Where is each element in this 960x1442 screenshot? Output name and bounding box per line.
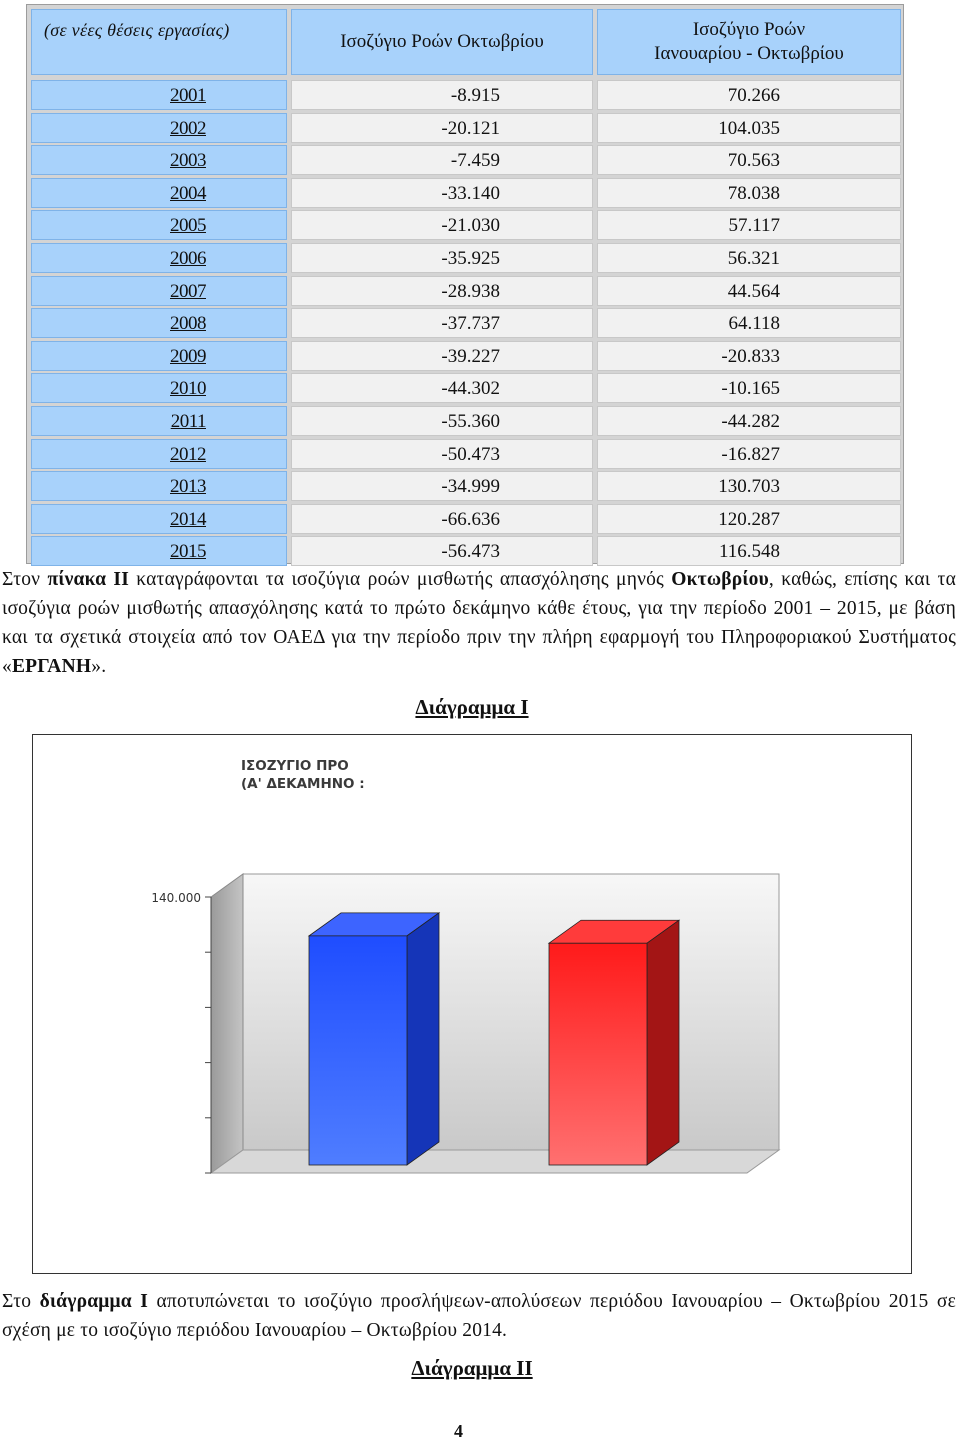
jan-oct-balance-cell [597, 504, 901, 534]
jan-oct-balance-cell-value: -16.827 [721, 443, 780, 465]
year-cell-value: 2003 [170, 150, 206, 172]
october-balance-cell-value: -50.473 [441, 443, 500, 465]
diagram-1-heading: Διάγραμμα Ι [415, 695, 529, 719]
bold-run: Οκτωβρίου [671, 569, 769, 590]
jan-oct-balance-cell-value: 78.038 [727, 182, 780, 204]
year-cell-value: 2011 [170, 411, 206, 432]
chart-side-wall [211, 874, 243, 1173]
table-description-paragraph [2, 565, 956, 681]
year-cell [31, 341, 287, 371]
year-cell [31, 373, 287, 403]
bar-2015-side [647, 920, 679, 1165]
jan-oct-balance-cell [597, 308, 901, 338]
bold-run: ΕΡΓΑΝΗ [11, 656, 92, 677]
table-header-jan-oct-line1: Ισοζύγιο Ροών [692, 19, 806, 40]
year-cell-value: 2014 [170, 508, 206, 530]
jan-oct-balance-cell [597, 341, 901, 371]
year-cell-value: 2002 [170, 117, 206, 139]
jan-oct-balance-cell-value: 44.564 [727, 280, 780, 302]
jan-oct-balance-cell [597, 471, 901, 501]
october-balance-cell-value: -55.360 [441, 411, 500, 432]
chart-floor [211, 1150, 779, 1173]
year-cell-value: 2005 [170, 215, 206, 237]
october-balance-cell [291, 471, 593, 501]
jan-oct-balance-cell [597, 406, 901, 436]
jan-oct-balance-cell [597, 178, 901, 208]
jan-oct-balance-cell-value: 120.287 [718, 508, 780, 530]
year-cell [31, 504, 287, 534]
october-balance-cell-value: -37.737 [441, 313, 500, 335]
october-balance-cell [291, 243, 593, 273]
october-balance-cell [291, 80, 593, 110]
chart-title-line1: ΙΣΟΖΥΓΙΟ ΠΡΟ [241, 758, 349, 774]
october-balance-cell-value: -28.938 [441, 280, 500, 302]
jan-oct-balance-cell [597, 145, 901, 175]
table-header-jan-oct [597, 9, 901, 75]
table-row [27, 536, 905, 566]
october-balance-cell-value: -20.121 [441, 117, 500, 139]
table-row [27, 80, 905, 110]
jan-oct-balance-cell [597, 243, 901, 273]
year-cell-value: 2006 [170, 248, 206, 269]
year-cell [31, 439, 287, 469]
year-cell [31, 471, 287, 501]
october-balance-cell [291, 341, 593, 371]
jan-oct-balance-cell [597, 373, 901, 403]
october-balance-cell [291, 439, 593, 469]
october-balance-cell-value: -35.925 [441, 248, 500, 269]
october-balance-cell [291, 210, 593, 240]
text-run: Στο [2, 1291, 40, 1312]
october-balance-cell-value: -7.459 [450, 150, 500, 172]
year-cell [31, 243, 287, 273]
flows-table [26, 4, 904, 564]
jan-oct-balance-cell-value: 70.563 [727, 150, 780, 172]
october-balance-cell [291, 406, 593, 436]
october-balance-cell-value: -21.030 [441, 215, 500, 237]
jan-oct-balance-cell-value: 116.548 [718, 541, 780, 563]
year-cell-value: 2015 [170, 541, 206, 563]
year-cell-value: 2009 [170, 345, 206, 367]
october-balance-cell [291, 536, 593, 566]
october-balance-cell-value: -39.227 [441, 345, 500, 367]
table-row [27, 178, 905, 208]
text-run: , καθώς, επίσης και τα ισοζύγια ροών μισθωτής απασχόλησης κατά το πρώτο δεκάμηνο κάθε έτους, για την περίοδο 2001 – 2015, με βάση και τα σχετικά στοιχεία από τον ΟΑΕΔ για την περίοδο πριν την πλήρη εφαρμογή του Πληροφοριακού Συστήματος « [2, 569, 956, 677]
year-cell-value: 2001 [170, 85, 206, 106]
jan-oct-balance-cell [597, 536, 901, 566]
year-cell [31, 406, 287, 436]
chart-title-line2: (Α' ΔΕΚΑΜΗΝΟ : [241, 776, 365, 792]
year-cell [31, 276, 287, 306]
table-row [27, 145, 905, 175]
diagram-1-chart [32, 734, 912, 1274]
table-row [27, 341, 905, 371]
october-balance-cell [291, 178, 593, 208]
table-row [27, 210, 905, 240]
october-balance-cell [291, 113, 593, 143]
table-row [27, 504, 905, 534]
year-cell-value: 2004 [170, 182, 206, 204]
diagram-description-paragraph [2, 1287, 956, 1345]
october-balance-cell-value: -33.140 [441, 182, 500, 204]
text-run: Στον [2, 569, 48, 590]
jan-oct-balance-cell-value: 64.118 [728, 313, 780, 335]
year-cell [31, 536, 287, 566]
october-balance-cell-value: -34.999 [441, 476, 500, 498]
jan-oct-balance-cell [597, 80, 901, 110]
year-cell-value: 2012 [170, 443, 206, 465]
table-header-unit-label: (σε νέες θέσεις εργασίας) [44, 20, 230, 40]
year-cell [31, 80, 287, 110]
october-balance-cell [291, 308, 593, 338]
october-balance-cell [291, 145, 593, 175]
jan-oct-balance-cell [597, 439, 901, 469]
october-balance-cell-value: -56.473 [441, 541, 500, 563]
table-row [27, 276, 905, 306]
jan-oct-balance-cell-value: 104.035 [718, 117, 780, 139]
bar-2014 [309, 936, 407, 1165]
october-balance-cell-value: -44.302 [441, 378, 500, 400]
jan-oct-balance-cell-value: 57.117 [728, 215, 780, 237]
jan-oct-balance-cell [597, 210, 901, 240]
october-balance-cell [291, 276, 593, 306]
jan-oct-balance-cell [597, 276, 901, 306]
diagram-2-heading: Διάγραμμα ΙΙ [411, 1356, 533, 1380]
october-balance-cell-value: -8.915 [450, 85, 500, 106]
year-cell [31, 145, 287, 175]
table-row [27, 113, 905, 143]
y-axis-tick-label: 140.000 [151, 891, 201, 905]
october-balance-cell [291, 373, 593, 403]
table-header-unit [31, 9, 287, 75]
bold-run: πίνακα ΙΙ [47, 569, 130, 590]
jan-oct-balance-cell-value: 70.266 [727, 85, 780, 106]
year-cell-value: 2007 [170, 280, 206, 302]
jan-oct-balance-cell [597, 113, 901, 143]
text-run: ». [91, 656, 107, 677]
jan-oct-balance-cell-value: -20.833 [721, 345, 780, 367]
year-cell [31, 210, 287, 240]
text-run: αποτυπώνεται το ισοζύγιο προσλήψεων-απολύσεων περιόδου Ιανουαρίου – Οκτωβρίου 2015 σε σχέση με το ισοζύγιο περιόδου Ιανουαρίου – Οκτωβρίου 2014. [2, 1291, 957, 1341]
table-row [27, 373, 905, 403]
year-cell-value: 2008 [170, 313, 206, 335]
jan-oct-balance-cell-value: 130.703 [718, 476, 780, 498]
year-cell-value: 2013 [170, 476, 206, 498]
bold-run: διάγραμμα Ι [39, 1291, 149, 1312]
table-header-jan-oct-line2: Ιανουαρίου - Οκτωβρίου [654, 43, 844, 64]
year-cell [31, 178, 287, 208]
table-row [27, 471, 905, 501]
jan-oct-balance-cell-value: 56.321 [727, 248, 780, 269]
table-row [27, 308, 905, 338]
table-row [27, 243, 905, 273]
bar-2015 [549, 943, 647, 1165]
table-row [27, 406, 905, 436]
october-balance-cell [291, 504, 593, 534]
table-header-october [291, 9, 593, 75]
year-cell-value: 2010 [170, 378, 206, 400]
jan-oct-balance-cell-value: -10.165 [721, 378, 780, 400]
table-header-october-label: Ισοζύγιο Ροών Οκτωβρίου [340, 31, 544, 52]
jan-oct-balance-cell-value: -44.282 [721, 411, 780, 432]
bar-2014-side [407, 913, 439, 1165]
year-cell [31, 113, 287, 143]
october-balance-cell-value: -66.636 [441, 508, 500, 530]
page-number: 4 [454, 1421, 463, 1441]
chart-canvas [33, 735, 911, 1273]
table-row [27, 439, 905, 469]
year-cell [31, 308, 287, 338]
chart-title [241, 757, 381, 793]
text-run: καταγράφονται τα ισοζύγια ροών μισθωτής απασχόλησης μηνός [129, 569, 672, 590]
table-header-jan-oct-label [598, 18, 900, 66]
